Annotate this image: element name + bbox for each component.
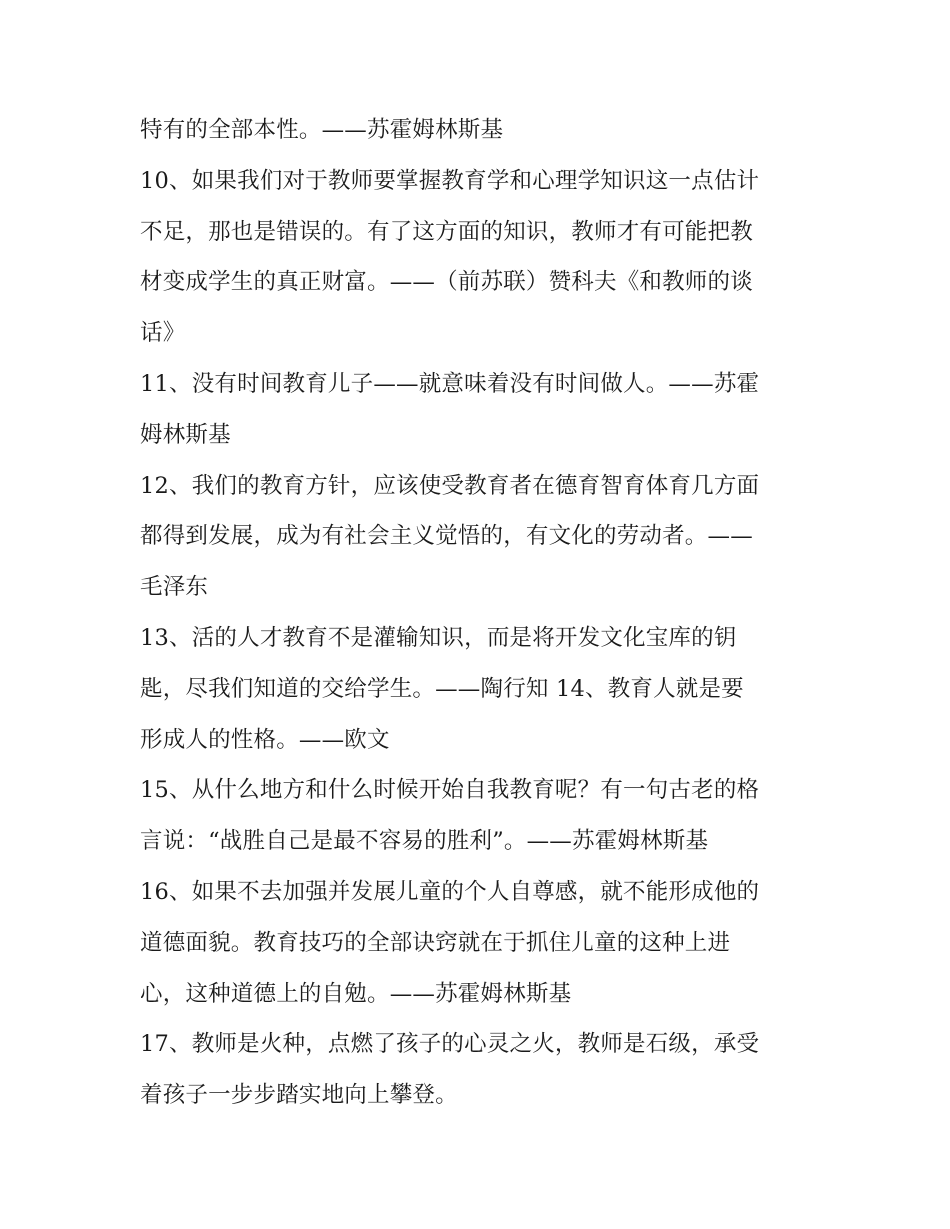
text-line: 17、教师是火种，点燃了孩子的心灵之火，教师是石级，承受 bbox=[140, 1031, 760, 1058]
text-line: 毛泽东 bbox=[140, 574, 209, 601]
text-line: 11、没有时间教育儿子——就意味着没有时间做人。——苏霍 bbox=[140, 370, 760, 397]
text-line: 不足，那也是错误的。有了这方面的知识，教师才有可能把教 bbox=[140, 218, 753, 245]
text-line: 着孩子一步步踏实地向上攀登。 bbox=[140, 1082, 458, 1109]
text-line: 匙，尽我们知道的交给学生。——陶行知 14、教育人就是要 bbox=[140, 675, 744, 702]
text-line: 13、活的人才教育不是灌输知识，而是将开发文化宝库的钥 bbox=[140, 624, 737, 651]
text-line: 话》 bbox=[140, 320, 186, 347]
text-line: 道德面貌。教育技巧的全部诀窍就在于抓住儿童的这种上进 bbox=[140, 929, 731, 956]
text-line: 12、我们的教育方针，应该使受教育者在德育智育体育几方面 bbox=[140, 472, 760, 499]
text-line: 16、如果不去加强并发展儿童的个人自尊感，就不能形成他的 bbox=[140, 878, 760, 905]
text-line: 形成人的性格。——欧文 bbox=[140, 726, 390, 753]
text-line: 心，这种道德上的自勉。——苏霍姆林斯基 bbox=[140, 980, 572, 1007]
text-line: 姆林斯基 bbox=[140, 421, 231, 448]
text-line: 15、从什么地方和什么时候开始自我教育呢？有一句古老的格 bbox=[140, 777, 760, 804]
text-line: 10、如果我们对于教师要掌握教育学和心理学知识这一点估计 bbox=[140, 167, 760, 194]
text-line: 都得到发展，成为有社会主义觉悟的，有文化的劳动者。—— bbox=[140, 523, 753, 550]
text-line: 言说：“战胜自己是最不容易的胜利”。——苏霍姆林斯基 bbox=[140, 828, 709, 855]
text-line: 材变成学生的真正财富。——（前苏联）赞科夫《和教师的谈 bbox=[140, 269, 753, 296]
document-body bbox=[140, 105, 812, 1121]
text-line: 特有的全部本性。——苏霍姆林斯基 bbox=[140, 117, 504, 143]
